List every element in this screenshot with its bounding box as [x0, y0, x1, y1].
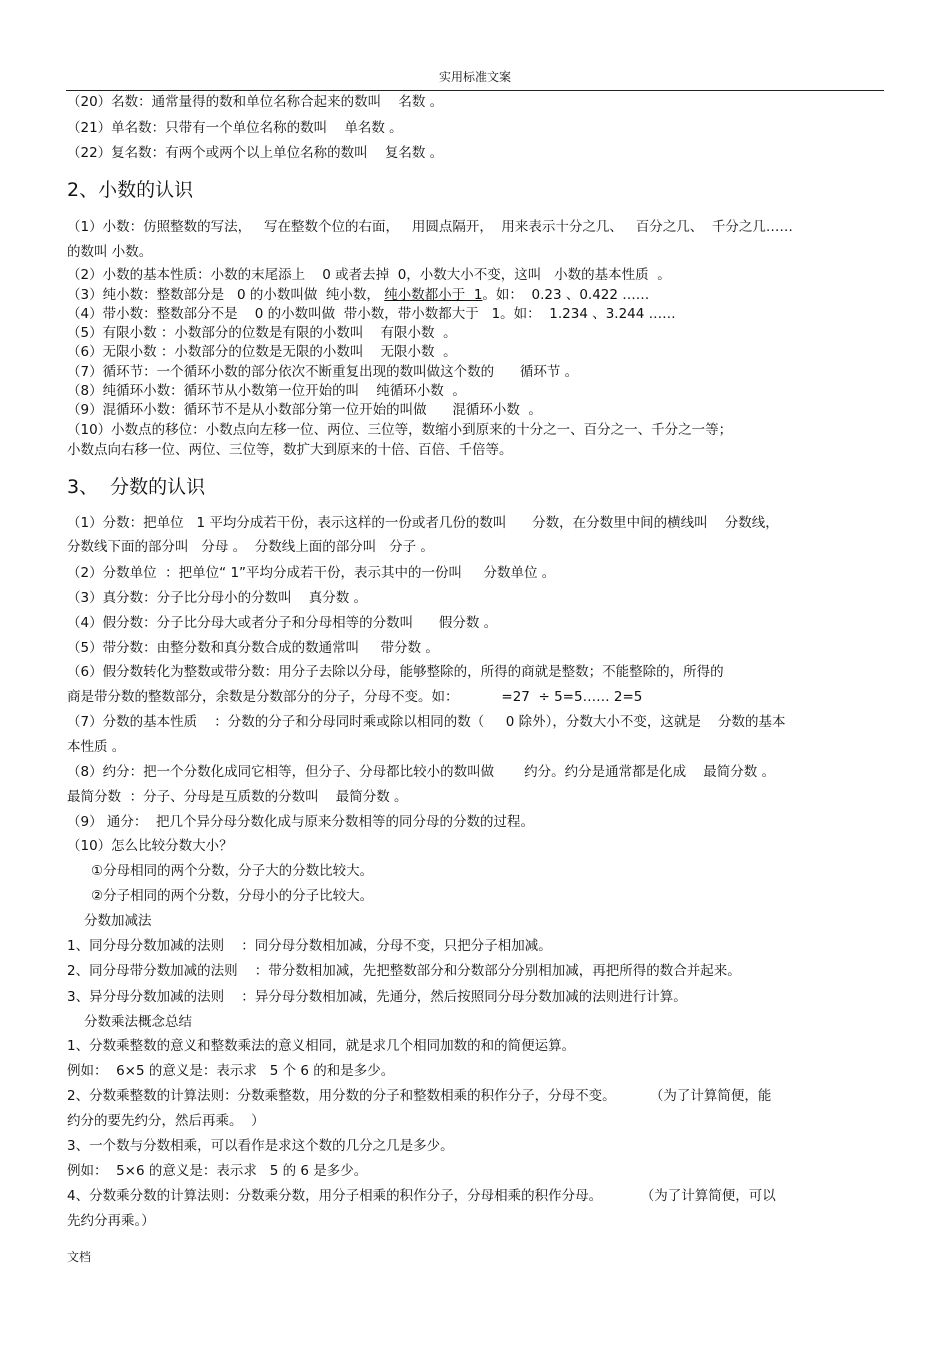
text-line: （5）有限小数 ：小数部分的位数是有限的小数叫 有限小数 。: [67, 325, 457, 341]
text-line: （8）约分：把一个分数化成同它相等，但分子、分母都比较小的数叫做 约分。约分是通常都是化成 最简分数 。: [67, 764, 776, 780]
text-line: 最简分数 ：分子、分母是互质数的分数叫 最简分数 。: [67, 789, 408, 805]
text-line: ①分母相同的两个分数，分子大的分数比较大。: [91, 863, 374, 879]
section-heading: 2、小数的认识: [67, 179, 194, 201]
underlined-text: 纯小数都小于 1: [384, 287, 483, 303]
text-line: （2）分数单位 ：把单位“ 1”平均分成若干份，表示其中的一份叫 分数单位 。: [67, 565, 556, 581]
text-line: 分数线下面的部分叫 分母 。 分数线上面的部分叫 分子 。: [67, 539, 434, 555]
text-line: （1）分数：把单位 1 平均分成若干份，表示这样的一份或者几份的数叫 分数，在分数里中间的横线叫 分数线，: [67, 515, 779, 531]
text-line: （7）循环节：一个循环小数的部分依次不断重复出现的数叫做这个数的 循环节 。: [67, 364, 579, 380]
page-header: 实用标准文案: [438, 70, 511, 84]
text-line: 2、分数乘整数的计算法则：分数乘整数，用分数的分子和整数相乘的积作分子，分母不变。 （为了计算简便，能: [67, 1088, 772, 1104]
text-line: （22）复名数：有两个或两个以上单位名称的数叫 复名数 。: [67, 145, 444, 161]
text-line: 先约分再乘。）: [67, 1213, 155, 1229]
text-line: 例如： 5×6 的意义是：表示求 5 的 6 是多少。: [67, 1163, 368, 1179]
text-line: （6）假分数转化为整数或带分数：用分子去除以分母，能够整除的，所得的商就是整数；不能整除的，所得的: [67, 664, 724, 680]
text-line: ②分子相同的两个分数，分母小的分子比较大。: [91, 888, 374, 904]
text-line: （3）纯小数：整数部分是 0 的小数叫做 纯小数， 纯小数都小于 1。如： 0.23 、0.422 ……: [67, 287, 650, 303]
text-line: （3）真分数：分子比分母小的分数叫 真分数 。: [67, 590, 368, 606]
text-line: 小数点向右移一位、两位、三位等，数扩大到原来的十倍、百倍、千倍等。: [67, 442, 513, 458]
subsection-heading: 分数乘法概念总结: [84, 1014, 192, 1030]
text-line: （2）小数的基本性质：小数的末尾添上 0 或者去掉 0，小数大小不变，这叫 小数的基本性质 。: [67, 267, 671, 283]
text-line: （4）假分数：分子比分母大或者分子和分母相等的分数叫 假分数 。: [67, 615, 498, 631]
text-line: （20）名数：通常量得的数和单位名称合起来的数叫 名数 。: [67, 94, 444, 110]
text-line: （6）无限小数 ：小数部分的位数是无限的小数叫 无限小数 。: [67, 344, 457, 360]
text-line: 2、同分母带分数加减的法则 ：带分数相加减，先把整数部分和分数部分分别相加减，再把所得的数合并起来。: [67, 963, 741, 979]
text-line: 本性质 。: [67, 739, 126, 755]
text-line: 3、一个数与分数相乘，可以看作是求这个数的几分之几是多少。: [67, 1138, 454, 1154]
text-line: （9） 通分： 把几个异分母分数化成与原来分数相等的同分母的分数的过程。: [67, 814, 534, 830]
text-line: 的数叫 小数。: [67, 244, 153, 260]
text-line: 例如： 6×5 的意义是：表示求 5 个 6 的和是多少。: [67, 1063, 395, 1079]
text-line: （9）混循环小数：循环节不是从小数部分第一位开始的叫做 混循环小数 。: [67, 402, 542, 418]
text-line: （5）带分数：由整分数和真分数合成的数通常叫 带分数 。: [67, 640, 439, 656]
text-line: 3、异分母分数加减的法则 ：异分母分数相加减，先通分，然后按照同分母分数加减的法则进行计算。: [67, 989, 687, 1005]
header-rule: [66, 90, 884, 91]
text-line: 1、同分母分数加减的法则 ：同分母分数相加减，分母不变，只把分子相加减。: [67, 938, 552, 954]
text-line: （10）小数点的移位：小数点向左移一位、两位、三位等，数缩小到原来的十分之一、百分之一、千分之一等；: [67, 422, 733, 438]
text-line: 约分的要先约分，然后再乘。 ）: [67, 1113, 265, 1129]
page-footer: 文档: [67, 1250, 92, 1264]
text-line: （7）分数的基本性质 ：分数的分子和分母同时乘或除以相同的数（ 0 除外），分数大小不变，这就是 分数的基本: [67, 714, 786, 730]
text-line: 4、分数乘分数的计算法则：分数乘分数，用分子相乘的积作分子，分母相乘的积作分母。 （为了计算简便，可以: [67, 1188, 776, 1204]
subsection-heading: 分数加减法: [84, 913, 152, 929]
text-line: 1、分数乘整数的意义和整数乘法的意义相同，就是求几个相同加数的和的简便运算。: [67, 1038, 576, 1054]
text-line: （1）小数：仿照整数的写法， 写在整数个位的右面， 用圆点隔开， 用来表示十分之几、 百分之几、 千分之几……: [67, 219, 793, 235]
text-line: （4）带小数：整数部分不是 0 的小数叫做 带小数，带小数都大于 1。如： 1.234 、3.244 ……: [67, 306, 676, 322]
text-line: 商是带分数的整数部分，余数是分数部分的分子，分母不变。如： =27 ÷ 5=5…… 2=5: [67, 689, 643, 705]
text-line: （10）怎么比较分数大小？: [67, 838, 233, 854]
text-line: （21）单名数：只带有一个单位名称的数叫 单名数 。: [67, 120, 403, 136]
section-heading: 3、 分数的认识: [67, 476, 206, 498]
text-line: （8）纯循环小数：循环节从小数第一位开始的叫 纯循环小数 。: [67, 383, 466, 399]
